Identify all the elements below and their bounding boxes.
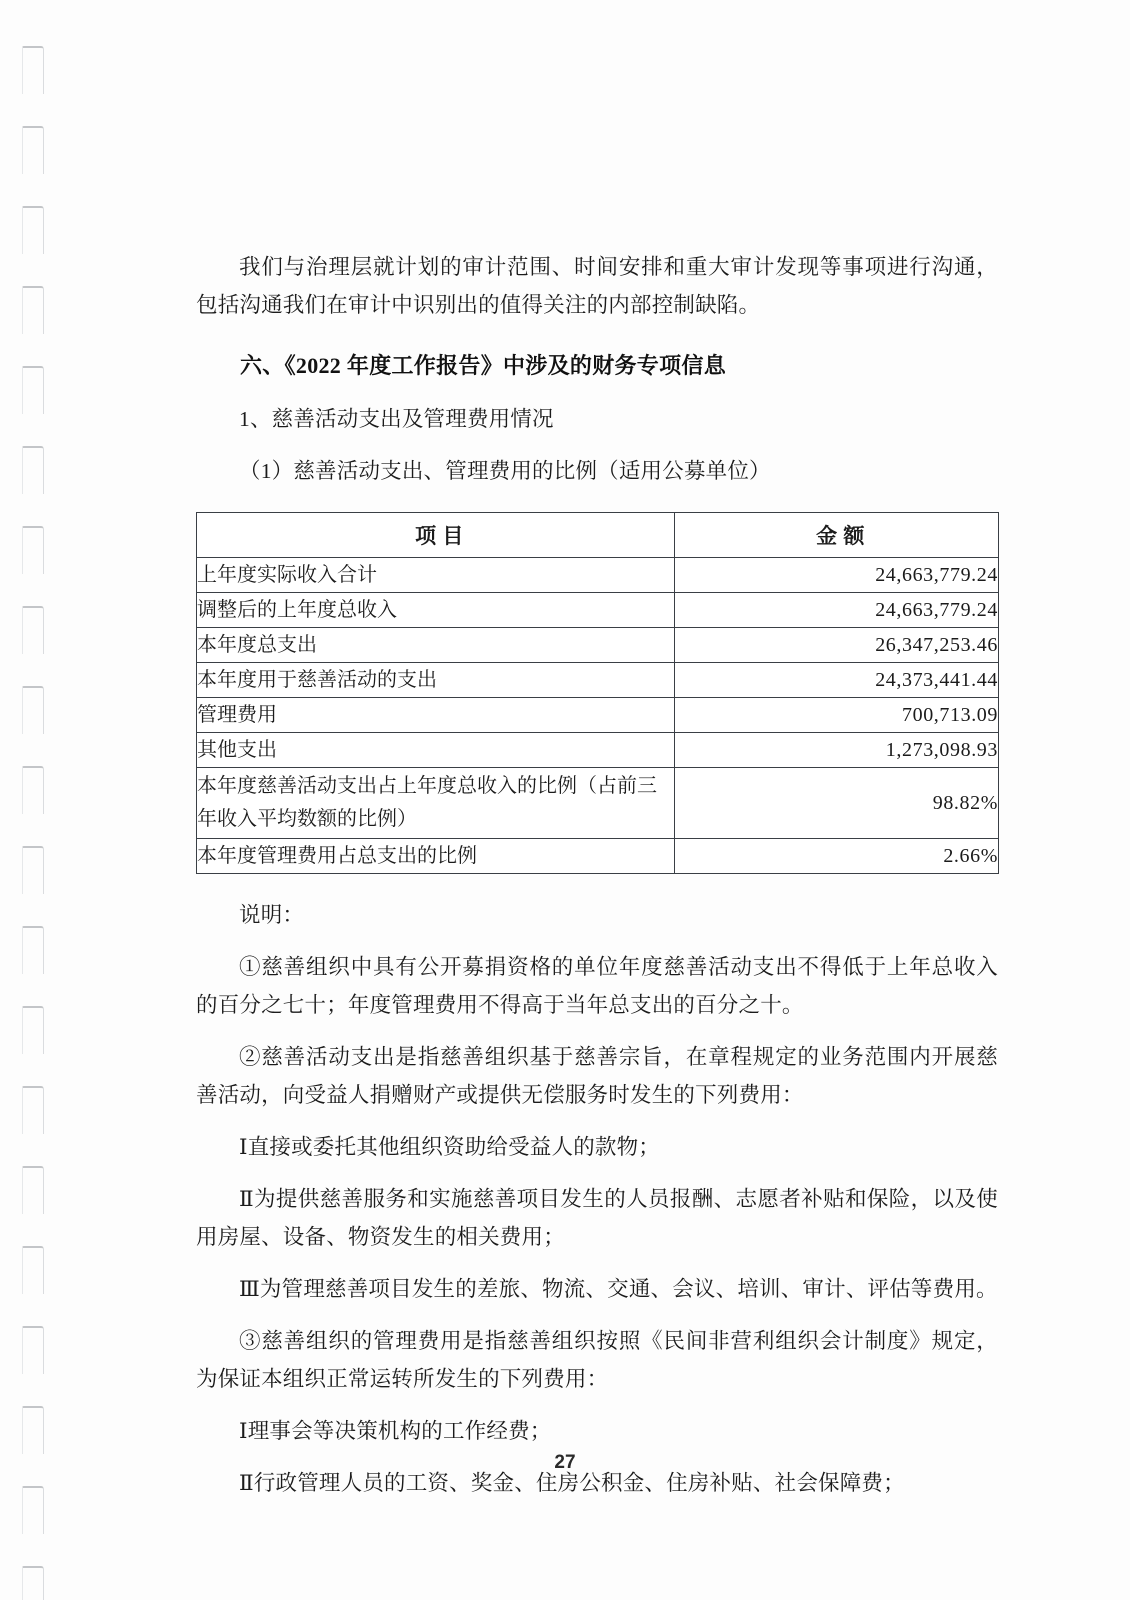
table-row — [197, 628, 999, 663]
table-row — [197, 733, 999, 768]
table-cell-amount: 1,273,098.93 — [675, 733, 999, 768]
binding-hole-mark — [22, 206, 44, 254]
table-cell-item: 其他支出 — [197, 733, 675, 768]
binding-hole-mark — [22, 126, 44, 174]
table-cell-item: 本年度总支出 — [197, 628, 675, 663]
binding-hole-mark — [22, 1406, 44, 1454]
table-cell-item: 本年度慈善活动支出占上年度总收入的比例（占前三年收入平均数额的比例） — [197, 768, 675, 839]
table-row — [197, 768, 999, 839]
table-header-amount: 金 额 — [675, 513, 999, 558]
table-cell-item: 本年度管理费用占总支出的比例 — [197, 839, 675, 874]
subsection-1-1-title: （1）慈善活动支出、管理费用的比例（适用公募单位） — [239, 459, 771, 483]
section-heading: 六、《2022 年度工作报告》中涉及的财务专项信息 — [240, 353, 727, 378]
binding-hole-mark — [22, 286, 44, 334]
table-cell-amount: 24,373,441.44 — [675, 663, 999, 698]
note-item-2: ②慈善活动支出是指慈善组织基于慈善宗旨，在章程规定的业务范围内开展慈善活动，向受益人捐赠财产或提供无偿服务时发生的下列费用： — [196, 1045, 998, 1107]
subsection-1-title: 1、慈善活动支出及管理费用情况 — [239, 407, 554, 431]
binding-hole-mark — [22, 1086, 44, 1134]
binding-hole-mark — [22, 46, 44, 94]
table-cell-amount: 24,663,779.24 — [675, 593, 999, 628]
notes-label: 说明： — [239, 903, 305, 927]
note-item-3-sub-1: Ⅰ理事会等决策机构的工作经费； — [239, 1419, 552, 1443]
table-cell-item: 调整后的上年度总收入 — [197, 593, 675, 628]
binding-hole-mark — [22, 446, 44, 494]
intro-paragraph: 我们与治理层就计划的审计范围、时间安排和重大审计发现等事项进行沟通，包括沟通我们在审计中识别出的值得关注的内部控制缺陷。 — [196, 255, 998, 317]
binding-hole-mark — [22, 846, 44, 894]
binding-hole-mark — [22, 1166, 44, 1214]
table-cell-amount: 26,347,253.46 — [675, 628, 999, 663]
binding-hole-mark — [22, 526, 44, 574]
note-item-1: ①慈善组织中具有公开募捐资格的单位年度慈善活动支出不得低于上年总收入的百分之七十；年度管理费用不得高于当年总支出的百分之十。 — [196, 955, 998, 1017]
charity-expense-table — [196, 512, 999, 874]
table-cell-item: 管理费用 — [197, 698, 675, 733]
table-header-item: 项 目 — [197, 513, 675, 558]
binding-hole-mark — [22, 926, 44, 974]
binding-hole-mark — [22, 1566, 44, 1600]
note-item-3-sub-2: Ⅱ行政管理人员的工资、奖金、住房公积金、住房补贴、社会保障费； — [239, 1471, 905, 1495]
table-row — [197, 558, 999, 593]
table-header-row — [197, 513, 999, 558]
table-row — [197, 698, 999, 733]
note-item-3: ③慈善组织的管理费用是指慈善组织按照《民间非营利组织会计制度》规定，为保证本组织正常运转所发生的下列费用： — [196, 1329, 998, 1391]
spiral-binding-marks — [0, 0, 90, 1600]
note-item-2-sub-2: Ⅱ为提供慈善服务和实施慈善项目发生的人员报酬、志愿者补贴和保险，以及使用房屋、设备、物资发生的相关费用； — [196, 1187, 998, 1249]
binding-hole-mark — [22, 606, 44, 654]
table-row — [197, 663, 999, 698]
table-row — [197, 593, 999, 628]
binding-hole-mark — [22, 1326, 44, 1374]
table-cell-amount: 24,663,779.24 — [675, 558, 999, 593]
binding-hole-mark — [22, 1486, 44, 1534]
table-cell-item: 本年度用于慈善活动的支出 — [197, 663, 675, 698]
table-cell-amount: 700,713.09 — [675, 698, 999, 733]
binding-hole-mark — [22, 766, 44, 814]
table-cell-amount: 98.82% — [675, 768, 999, 839]
note-item-2-sub-3: Ⅲ为管理慈善项目发生的差旅、物流、交通、会议、培训、审计、评估等费用。 — [239, 1277, 998, 1301]
binding-hole-mark — [22, 1246, 44, 1294]
page-number: 27 — [554, 1452, 576, 1473]
table-row — [197, 839, 999, 874]
table-cell-amount: 2.66% — [675, 839, 999, 874]
binding-hole-mark — [22, 366, 44, 414]
table-body — [197, 558, 999, 874]
page-content — [196, 0, 998, 1502]
binding-hole-mark — [22, 1006, 44, 1054]
binding-hole-mark — [22, 686, 44, 734]
table-cell-item: 上年度实际收入合计 — [197, 558, 675, 593]
note-item-2-sub-1: Ⅰ直接或委托其他组织资助给受益人的款物； — [239, 1135, 660, 1159]
